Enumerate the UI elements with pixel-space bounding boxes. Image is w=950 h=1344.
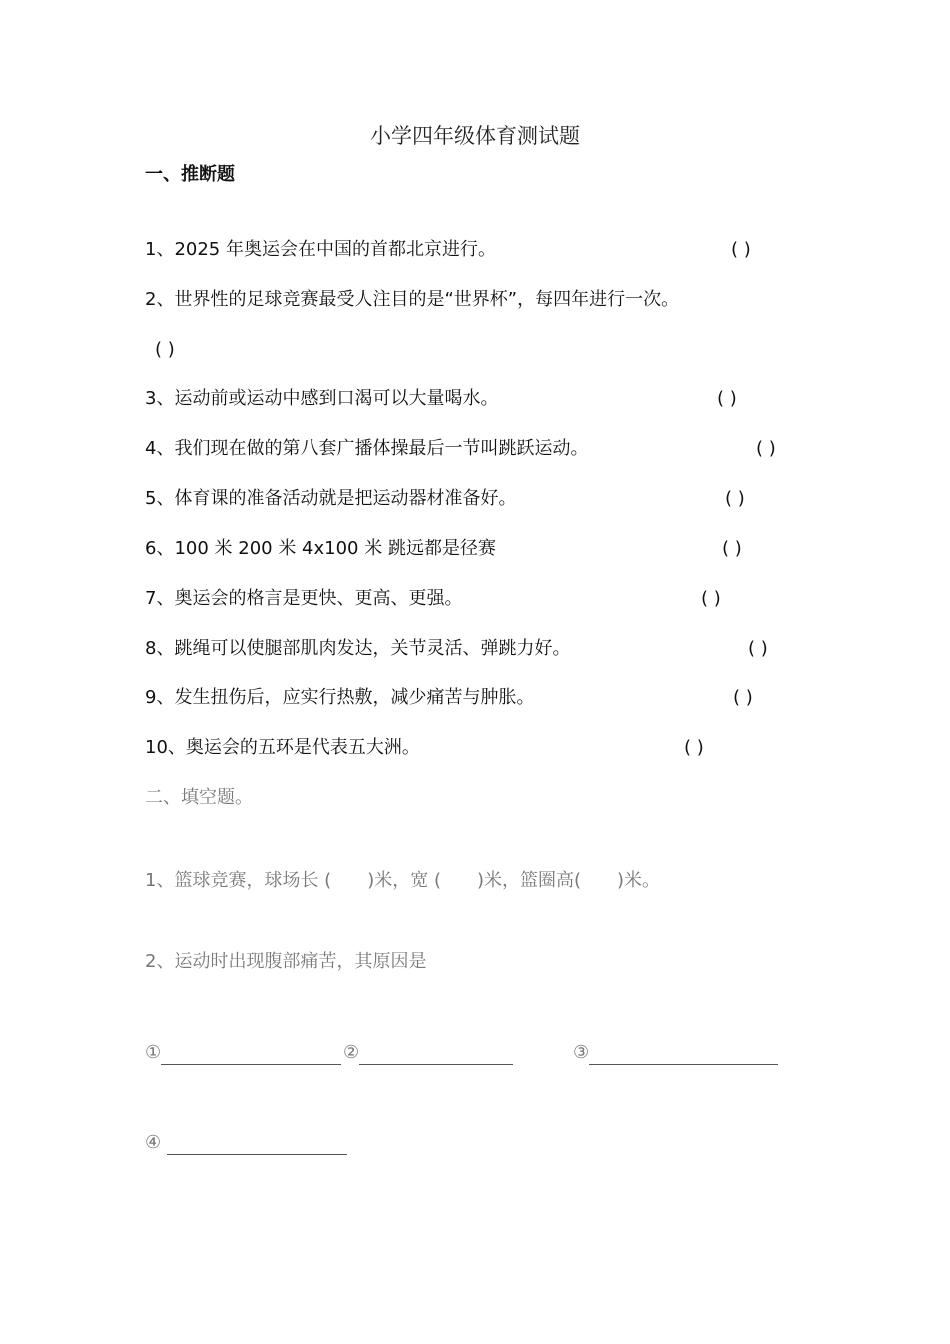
reason-blank-3[interactable] [589,1044,778,1065]
answer-line-1 [145,1041,341,1065]
question-1: 1、2025 年奥运会在中国的首都北京进行。 [145,239,496,260]
answer-paren-10[interactable]: ( ) [684,737,704,758]
fill-q1-part3: )米，篮圈高( [476,870,582,891]
answer-paren-1[interactable]: ( ) [731,239,751,260]
question-4: 4、我们现在做的第八套广播体操最后一节叫跳跃运动。 [145,438,589,459]
answer-paren-8[interactable]: ( ) [748,638,768,659]
question-3: 3、运动前或运动中感到口渴可以大量喝水。 [145,388,499,409]
court-length-blank[interactable] [331,873,367,893]
answer-paren-2[interactable]: ( ) [155,339,175,360]
answer-paren-9[interactable]: ( ) [733,687,753,708]
question-9: 9、发生扭伤后，应实行热敷，减少痛苦与肿胀。 [145,687,535,708]
answer-line-3 [573,1041,778,1065]
hoop-height-blank[interactable] [581,873,617,893]
question-10: 10、奥运会的五环是代表五大洲。 [145,737,420,758]
reason-blank-1[interactable] [161,1044,341,1065]
answer-paren-4[interactable]: ( ) [756,438,776,459]
fill-question-2: 2、运动时出现腹部痛苦，其原因是 [145,951,427,972]
section-heading-judgement: 一、推断题 [145,164,235,185]
answer-line-2 [343,1041,513,1065]
fill-question-1 [145,869,660,893]
marker-4: ④ [145,1132,162,1153]
marker-3: ③ [573,1042,590,1063]
marker-1: ① [145,1042,162,1063]
question-5: 5、体育课的准备活动就是把运动器材准备好。 [145,488,517,509]
question-6: 6、100 米 200 米 4x100 米 跳远都是径赛 [145,538,496,559]
fill-q1-part4: )米。 [617,870,661,891]
answer-paren-7[interactable]: ( ) [701,588,721,609]
fill-q1-prefix: 1、篮球竞赛，球场长 ( [145,870,332,891]
question-2: 2、世界性的足球竞赛最受人注目的是“世界杯”，每四年进行一次。 [145,289,680,310]
question-8: 8、跳绳可以使腿部肌肉发达，关节灵活、弹跳力好。 [145,638,571,659]
page-title: 小学四年级体育测试题 [370,124,580,148]
reason-blank-2[interactable] [359,1044,513,1065]
answer-paren-6[interactable]: ( ) [722,538,742,559]
answer-line-4 [145,1131,347,1155]
section-heading-fill-blank: 二、填空题。 [145,787,253,808]
fill-q1-part2: )米，宽 ( [367,870,441,891]
reason-blank-4[interactable] [167,1134,347,1155]
question-7: 7、奥运会的格言是更快、更高、更强。 [145,588,463,609]
answer-paren-3[interactable]: ( ) [717,388,737,409]
answer-paren-5[interactable]: ( ) [725,488,745,509]
court-width-blank[interactable] [441,873,477,893]
marker-2: ② [343,1042,360,1063]
